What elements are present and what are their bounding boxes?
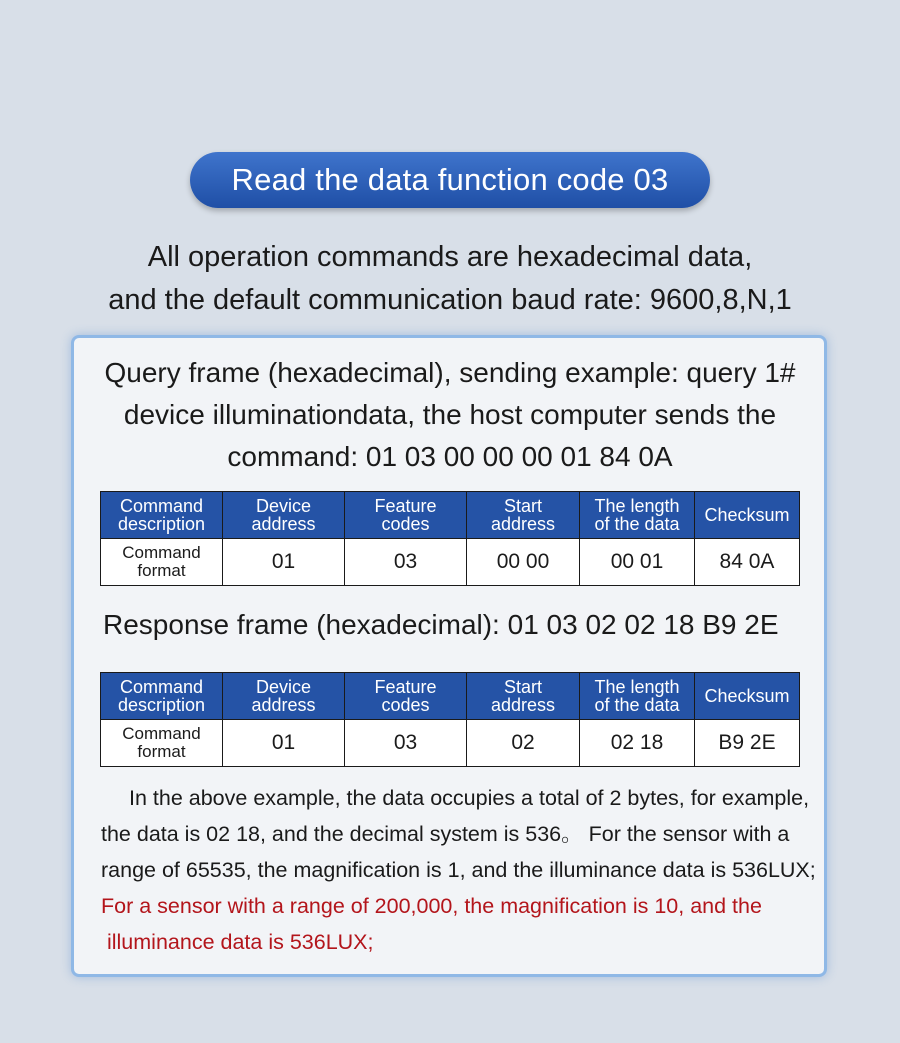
header-start-address: Start address bbox=[467, 492, 580, 539]
cell-device-address: 01 bbox=[223, 720, 345, 767]
table-header-row bbox=[101, 673, 800, 720]
response-frame-label: Response frame (hexadecimal): 01 03 02 02 18 B9 2E bbox=[103, 609, 779, 640]
header-data-length: The length of the data bbox=[580, 492, 695, 539]
header-device-address: Device address bbox=[223, 673, 345, 720]
intro-line-1: All operation commands are hexadecimal data, bbox=[147, 241, 753, 273]
query-line-2: device illuminationdata, the host computer sends the bbox=[123, 399, 777, 430]
header-feature-codes: Feature codes bbox=[345, 673, 467, 720]
header-device-address: Device address bbox=[223, 492, 345, 539]
cell-checksum: B9 2E bbox=[695, 720, 800, 767]
row-label-command-format: Command format bbox=[101, 720, 223, 767]
note-line-3: range of 65535, the magnification is 1, and the illuminance data is 536LUX; bbox=[101, 858, 816, 882]
cell-data-length: 02 18 bbox=[580, 720, 695, 767]
header-command-description: Command description bbox=[101, 492, 223, 539]
response-frame-table bbox=[100, 672, 800, 767]
note-red-line-2: illuminance data is 536LUX; bbox=[101, 930, 374, 954]
header-feature-codes: Feature codes bbox=[345, 492, 467, 539]
header-checksum: Checksum bbox=[695, 673, 800, 720]
header-start-address: Start address bbox=[467, 673, 580, 720]
table-header-row bbox=[101, 492, 800, 539]
header-data-length: The length of the data bbox=[580, 673, 695, 720]
table-row bbox=[101, 720, 800, 767]
cell-feature-code: 03 bbox=[345, 539, 467, 586]
example-explanation bbox=[101, 780, 816, 960]
query-line-3: command: 01 03 00 00 00 01 84 0A bbox=[227, 441, 673, 472]
section-title: Read the data function code 03 bbox=[190, 152, 710, 208]
note-red-line-1: For a sensor with a range of 200,000, the magnification is 10, and the bbox=[101, 894, 762, 918]
cell-checksum: 84 0A bbox=[695, 539, 800, 586]
note-line-1: In the above example, the data occupies a total of 2 bytes, for example, bbox=[129, 786, 810, 810]
query-frame-table bbox=[100, 491, 800, 586]
header-checksum: Checksum bbox=[695, 492, 800, 539]
cell-data-length: 00 01 bbox=[580, 539, 695, 586]
query-line-1: Query frame (hexadecimal), sending example: query 1# bbox=[104, 357, 796, 388]
cell-start-address: 02 bbox=[467, 720, 580, 767]
intro-line-2: and the default communication baud rate: 9600,8,N,1 bbox=[108, 284, 792, 316]
table-row bbox=[101, 539, 800, 586]
intro-text bbox=[0, 236, 900, 322]
cell-device-address: 01 bbox=[223, 539, 345, 586]
header-command-description: Command description bbox=[101, 673, 223, 720]
row-label-command-format: Command format bbox=[101, 539, 223, 586]
query-frame-description bbox=[80, 352, 820, 478]
note-line-2: the data is 02 18, and the decimal system is 536。 For the sensor with a bbox=[101, 822, 790, 846]
cell-start-address: 00 00 bbox=[467, 539, 580, 586]
cell-feature-code: 03 bbox=[345, 720, 467, 767]
